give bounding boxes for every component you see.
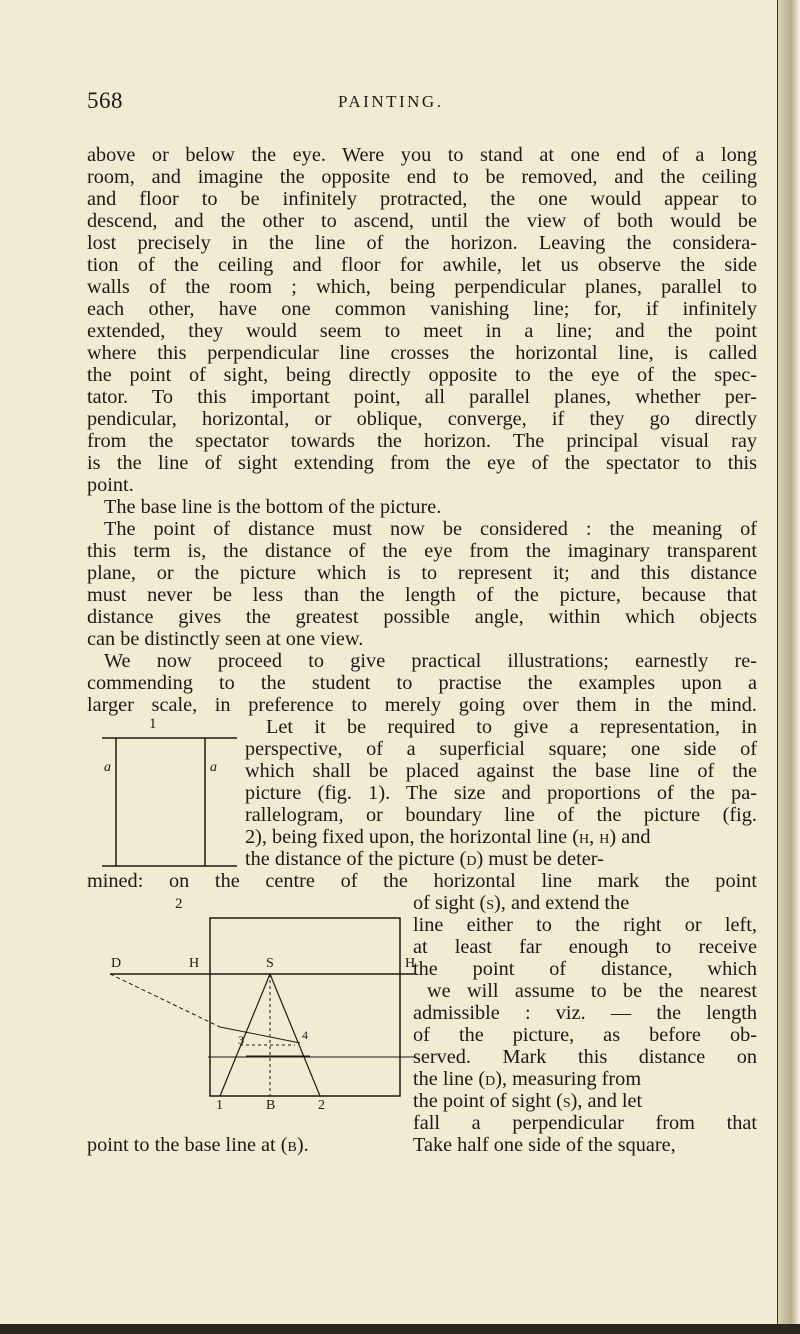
page-number: 568 [87,88,123,113]
text-line: and floor to be infinitely protracted, the one would appear to [87,188,757,210]
text-line: extended, they would seem to meet in a line; and the point [87,320,757,342]
text-line: admissible : viz. — the length [413,1002,757,1024]
text-line: the point of sight, being directly opposite to the eye of the spec- [87,364,757,386]
text-line: served. Mark this distance on [413,1046,757,1068]
text-line: which shall be placed against the base line of the [245,760,757,782]
text-line: lost precisely in the line of the horizon. Leaving the considera- [87,232,757,254]
text-line: plane, or the picture which is to represent it; and this distance [87,562,757,584]
text-line: 2), being fixed upon, the horizontal line (h, h) and [245,826,651,848]
running-title: PAINTING. [338,92,444,111]
text-line: mined: on the centre of the horizontal line mark the point [87,870,757,892]
text-line: is the line of sight extending from the eye of the spectator to this [87,452,757,474]
text-line: line either to the right or left, [413,914,757,936]
text-line: above or below the eye. Were you to stand at one end of a long [87,144,757,166]
text-line: walls of the room ; which, being perpendicular planes, parallel to [87,276,757,298]
page-bottom-band [0,1324,800,1334]
text-line: fall a perpendicular from that [413,1112,757,1134]
text-line: perspective, of a superficial square; one side of [245,738,757,760]
text-line: larger scale, in preference to merely going over them in the mind. [87,694,757,716]
text-line: commending to the student to practise the examples upon a [87,672,757,694]
text-line: point to the base line at (b). [87,1134,309,1156]
text-line: the point of distance, which [413,958,757,980]
page-edge-shadow [778,0,800,1334]
text-line: from the spectator towards the horizon. The principal visual ray [87,430,757,452]
figure-2-label-4: 4 [302,1028,308,1042]
text-line: can be distinctly seen at one view. [87,628,364,650]
figure-1-square [100,736,240,872]
text-line: where this perpendicular line crosses the horizontal line, is called [87,342,757,364]
text-line: must never be less than the length of the picture, because that [87,584,757,606]
text-line: tion of the ceiling and floor for awhile, let us observe the side [87,254,757,276]
text-line: this term is, the distance of the eye from the imaginary transparent [87,540,757,562]
text-line: distance gives the greatest possible angle, within which objects [87,606,757,628]
text-line: The point of distance must now be considered : the meaning of [104,518,757,540]
figure-2-label-1: 1 [216,1098,223,1113]
figure-2-label-H-left: H [189,956,200,971]
figure-2-label-S: S [266,956,274,971]
text-line: the distance of the picture (d) must be deter- [245,848,604,870]
text-line: Take half one side of the square, [413,1134,676,1156]
figure-2-label-3: 3 [238,1033,244,1047]
figure-1-label-right: a [210,760,217,775]
text-line: picture (fig. 1). The size and proportions of the pa- [245,782,757,804]
text-line: Let it be required to give a representation, in [266,716,757,738]
text-line: We now proceed to give practical illustrations; earnestly re- [104,650,757,672]
text-line: descend, and the other to ascend, until the view of both would be [87,210,757,232]
figure-2-label-B: B [266,1098,276,1113]
text-line: rallelogram, or boundary line of the picture (fig. [245,804,757,826]
text-line: room, and imagine the opposite end to be removed, and the ceiling [87,166,757,188]
figure-2-label-D: D [111,956,122,971]
figure-1-label-left: a [104,760,111,775]
text-line: the point of sight (s), and let [413,1090,643,1112]
figure-2-diagram [110,910,416,1130]
text-line: point. [87,474,134,496]
text-line: each other, have one common vanishing line; for, if infinitely [87,298,757,320]
text-line: tator. To this important point, all parallel planes, whether per- [87,386,757,408]
figure-2-number: 2 [175,896,183,912]
text-line: of sight (s), and extend the [413,892,630,914]
text-line: the line (d), measuring from [413,1068,642,1090]
text-line: at least far enough to receive [413,936,757,958]
text-line: pendicular, horizontal, or oblique, converge, if they go directly [87,408,757,430]
figure-2-label-H-right: H [405,956,416,971]
figure-1-number: 1 [149,716,157,732]
text-line: we will assume to be the nearest [427,980,757,1002]
figure-2-label-2: 2 [318,1098,325,1113]
text-line: of the picture, as before ob- [413,1024,757,1046]
text-line: The base line is the bottom of the picture. [104,496,442,518]
